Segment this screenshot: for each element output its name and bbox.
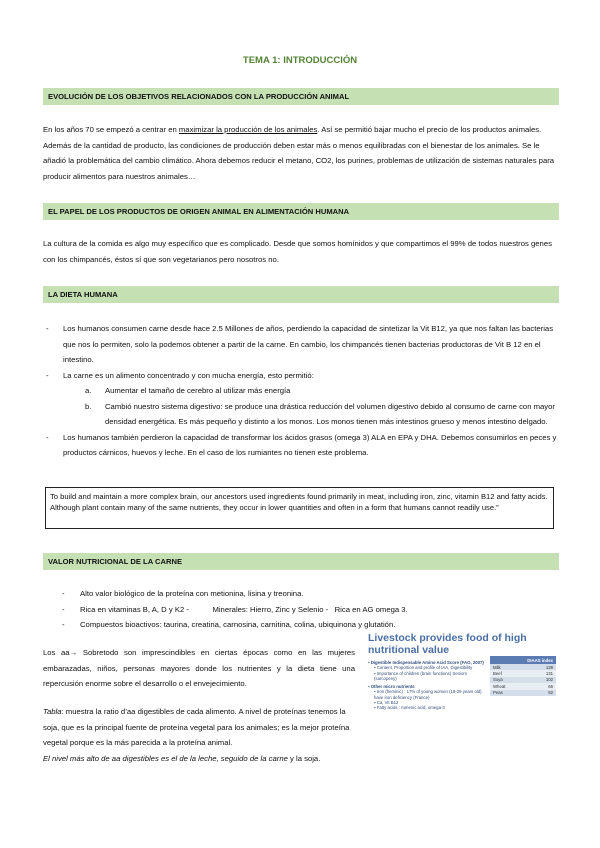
diaas-table-header: DIAAS index	[490, 656, 556, 664]
slide-bullet-text: Other micro nutrients	[370, 684, 415, 690]
slide-sub-bullet: ▪ Fatty acids : rumenic acid, omega-3	[374, 705, 445, 711]
sub-list-marker: b.	[85, 401, 92, 411]
slide-title: Livestock provides food of high nutritional value	[368, 632, 527, 656]
table-cell-food: Soya	[490, 677, 528, 683]
table-cell-value: 82	[528, 690, 556, 696]
slide-sub-bullet: ▪ Importance of children (brain functions) Seniors (sarcopeny)	[374, 670, 467, 681]
paragraph-table-description	[43, 704, 355, 766]
table-cell-value: 131	[528, 670, 556, 676]
list-item-text: Los humanos también perdieron la capacidad de transformar los ácidos grasos (omega 3) ALA en EPA y DHA. Debemos consumirlos en peces y productos cárnicos, huevos y leche. En el caso de los rumiantes no tienen este problema.	[63, 432, 557, 457]
slide-image	[364, 630, 560, 740]
section-heading-objectives: EVOLUCIÓN DE LOS OBJETIVOS RELACIONADOS CON LA PRODUCCIÓN ANIMAL	[43, 88, 559, 105]
nutrition-list	[60, 586, 540, 633]
sub-list-item-text: Cambió nuestro sistema digestivo: se produce una drástica reducción del volumen digestivo debido al consumo de carne con mayor densidad energética. Es más pequeño y distinto a los monos. Los monos tienen más intestinos grueso y menos intestino delgado.	[105, 401, 555, 426]
paragraph-objectives	[43, 122, 556, 184]
sub-list-item	[85, 383, 559, 399]
list-item: - Alto valor biológico de la proteína con metionina, lisina y treonina.	[60, 586, 540, 602]
conclusion-end: y la soja.	[287, 753, 321, 763]
slide-sub-bullet: ▪ Content, Proportion and profile of IAA, Digestibility	[374, 665, 473, 671]
list-item	[43, 430, 559, 461]
slide-sub-bullet-text: Ca, Vit B12	[376, 700, 399, 706]
slide-sub-bullet-text: Content, Proportion and profile of IAA, Digestibility	[376, 665, 473, 671]
sub-list-marker: a.	[85, 386, 92, 395]
list-item-text: La carne es un alimento concentrado y con mucha energía, esto permitió:	[63, 370, 314, 380]
sub-list	[63, 383, 559, 430]
sub-list-item-text: Aumentar el tamaño de cerebro al utilizar más energía	[105, 386, 291, 395]
section-heading-animal-products: EL PAPEL DE LOS PRODUCTOS DE ORIGEN ANIMAL EN ALIMENTACIÓN HUMANA	[43, 203, 559, 220]
table-description: : muestra la ratio d’aa digestibles de cada alimento. A nivel de proteínas tenemos la soja, que es la principal fuente de proteína vegetal para los animales; es la mejor proteína vegetal porque es la más parecida a la proteína animal.	[43, 707, 350, 747]
paragraph-amino-acids: Los aa→ Sobretodo son imprescindibles en ciertas épocas como en las mujeres embarazadas, niños, personas mayores donde los nutrientes y la dieta tiene una repercusión enorme sobre el desarrollo o el envejecimiento.	[43, 648, 355, 688]
section-heading-human-diet: LA DIETA HUMANA	[43, 286, 559, 303]
quote-box: To build and maintain a more complex brain, our ancestors used ingredients found primarily in meat, including iron, zinc, vitamin B12 and fatty acids. Although plant contain many of the same nutrients, they occur in lower quantities and often in a form that humans cannot readily use.”	[45, 487, 554, 529]
section-heading-meat-value: VALOR NUTRICIONAL DE LA CARNE	[43, 553, 559, 570]
table-cell-food: Milk	[490, 664, 528, 670]
table-cell-food: Beef	[490, 670, 528, 676]
slide-bullet: ▪ Other micro nutrients	[368, 684, 415, 690]
list-item	[43, 321, 559, 368]
table-cell-food: Peas	[490, 690, 528, 696]
underlined-phrase: maximizar la producción de los animales	[178, 125, 318, 134]
slide-sub-bullet-text: Iron (heminic) : 17% of young women (18-29 years old) have iron deficiency (France)	[374, 689, 482, 700]
table-label: Tabla	[43, 707, 62, 716]
human-diet-list	[43, 321, 559, 461]
list-item: - Rica en vitaminas B, A, D y K2 - Minerales: Hierro, Zinc y Selenio - Rica en AG omega 3.	[60, 602, 540, 618]
list-item: - Compuestos bioactivos: taurina, creatina, carnosina, carnitina, colina, ubiquinona y glutatión.	[60, 617, 540, 633]
slide-bullet-text: Digestible Indispensable Amino Acid Score (FAO, 2007)	[370, 660, 484, 665]
table-row	[490, 690, 556, 696]
paragraph-objectives-rest: . Así se permitió bajar mucho el precio de los productos animales. Además de la cantidad de producto, las condiciones de producción deben estar más o menos equilibradas con el bienestar de los animales. Se le añadió la problemática del cambio climático. Ahora debemos reducir el metano, CO2, los purines, problemas de utilización de sistemas naturales para producir alimentos para nuestros animales…	[43, 125, 555, 181]
list-item-text: Los humanos consumen carne desde hace 2.5 Millones de años, perdiendo la capacidad de sintetizar la Vit B12, ya que nos faltan las bacterias que nos lo permiten, solo la podemos obtener a partir de la carne. En cambio, los chimpancés tienen bacterias productoras de Vit B 12 en el intestino.	[63, 324, 554, 364]
table-cell-value: 139	[528, 664, 556, 670]
table-cell-value: 65	[528, 683, 556, 689]
slide-bullets	[368, 660, 486, 711]
table-cell-food: Wheat	[490, 683, 528, 689]
slide-sub-bullet: ▪ Iron (heminic) : 17% of young women (18-29 years old) have iron deficiency (France)	[374, 689, 482, 700]
slide-sub-bullet-text: Importance of children (brain functions) Seniors (sarcopeny)	[374, 670, 467, 681]
list-item	[43, 368, 559, 430]
paragraph-food-culture: La cultura de la comida es algo muy específico que es complicado. Desde que somos homínidos y que compartimos el 99% de todos nuestros genes con los chimpancés, éstos sí que son vegetarianos pero nosotros no.	[43, 239, 552, 264]
diaas-table	[490, 656, 556, 696]
sub-list-item	[85, 399, 559, 430]
slide-sub-bullet: ▪ Ca, Vit B12	[374, 700, 399, 706]
slide-sub-bullet-text: Fatty acids : rumenic acid, omega-3	[376, 705, 445, 711]
paragraph-objectives-start: En los años 70 se empezó a centrar en	[43, 125, 179, 134]
slide-bullet: ▪ Digestible Indispensable Amino Acid Score (FAO, 2007)	[368, 660, 484, 665]
page-title: TEMA 1: INTRODUCCIÓN	[242, 55, 358, 66]
italic-conclusion: El nivel más alto de aa digestibles es el de la leche, seguido de la carne	[43, 753, 288, 763]
table-cell-value: 102	[528, 677, 556, 683]
